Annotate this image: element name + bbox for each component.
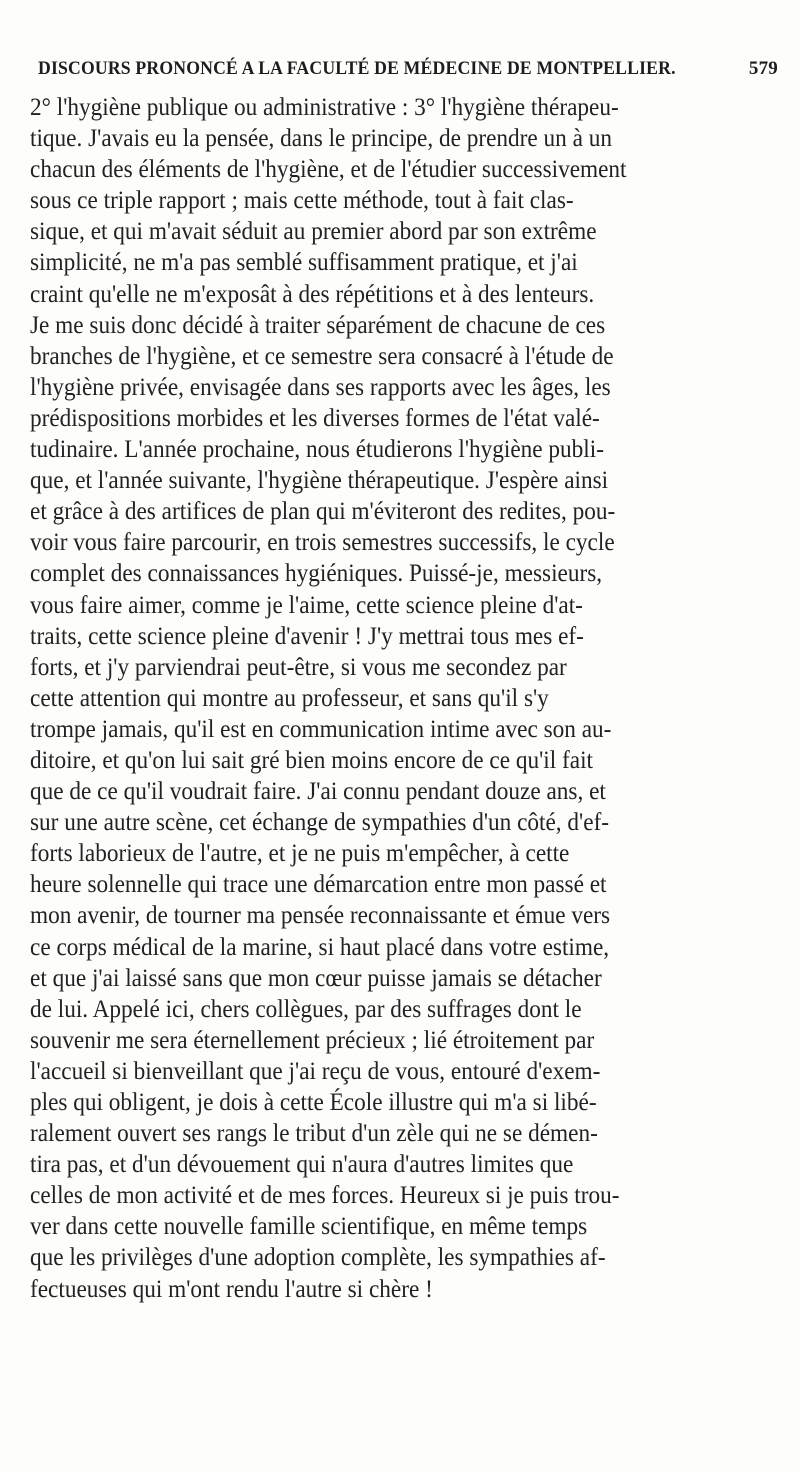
text-line: que les privilèges d'une adoption complète, les sympathies af-: [30, 1244, 606, 1272]
text-line: et que j'ai laissé sans que mon cœur puisse jamais se détacher: [30, 964, 602, 992]
text-line: ver dans cette nouvelle famille scientifique, en même temps: [30, 1213, 588, 1241]
text-line: chacun des éléments de l'hygiène, et de l'étudier successivement: [30, 156, 627, 184]
text-line: que, et l'année suivante, l'hygiène thérapeutique. J'espère ainsi: [30, 467, 609, 495]
text-line: ditoire, et qu'on lui sait gré bien moins encore de ce qu'il fait: [30, 746, 593, 774]
text-line: ralement ouvert ses rangs le tribut d'un zèle qui ne se démen-: [30, 1120, 598, 1148]
text-line: craint qu'elle ne m'exposât à des répétitions et à des lenteurs.: [30, 280, 595, 308]
text-line: ples qui obligent, je dois à cette École illustre qui m'a si libé-: [30, 1089, 597, 1116]
text-line: traits, cette science pleine d'avenir ! J'y mettrai tous mes ef-: [30, 622, 584, 650]
text-line: sous ce triple rapport ; mais cette méthode, tout à fait clas-: [30, 187, 574, 215]
text-line: tique. J'avais eu la pensée, dans le principe, de prendre un à un: [30, 125, 613, 153]
text-line: trompe jamais, qu'il est en communication intime avec son au-: [30, 715, 612, 743]
text-line: Je me suis donc décidé à traiter séparément de chacune de ces: [30, 311, 606, 339]
text-line: sique, et qui m'avait séduit au premier abord par son extrême: [30, 218, 597, 246]
text-line: prédispositions morbides et les diverses formes de l'état valé-: [30, 404, 600, 432]
text-line: mon avenir, de tourner ma pensée reconnaissante et émue vers: [30, 902, 611, 930]
text-line: tudinaire. L'année prochaine, nous étudierons l'hygiène publi-: [30, 436, 604, 464]
text-line: forts laborieux de l'autre, et je ne puis m'empêcher, à cette: [30, 840, 570, 868]
text-line: voir vous faire parcourir, en trois semestres successifs, le cycle: [30, 529, 615, 557]
text-line: souvenir me sera éternellement précieux ; lié étroitement par: [30, 1026, 595, 1054]
text-line: heure solennelle qui trace une démarcation entre mon passé et: [30, 871, 607, 899]
text-line: fectueuses qui m'ont rendu l'autre si chère !: [30, 1275, 433, 1303]
text-line: 2° l'hygiène publique ou administrative : 3° l'hygiène thérapeu-: [30, 94, 619, 121]
text-line: vous faire aimer, comme je l'aime, cette science pleine d'at-: [30, 591, 583, 619]
text-line: l'accueil si bienveillant que j'ai reçu de vous, entouré d'exem-: [30, 1057, 601, 1085]
text-line: branches de l'hygiène, et ce semestre sera consacré à l'étude de: [30, 342, 614, 370]
text-line: tira pas, et d'un dévouement qui n'aura d'autres limites que: [30, 1151, 574, 1179]
text-line: ce corps médical de la marine, si haut placé dans votre estime,: [30, 933, 610, 961]
text-line: et grâce à des artifices de plan qui m'éviteront des redites, pou-: [30, 498, 616, 526]
page-number: 579: [748, 58, 778, 79]
text-line: celles de mon activité et de mes forces. Heureux si je puis trou-: [30, 1182, 620, 1210]
text-line: cette attention qui montre au professeur, et sans qu'il s'y: [30, 684, 549, 712]
text-line: que de ce qu'il voudrait faire. J'ai connu pendant douze ans, et: [30, 778, 606, 806]
running-title: DISCOURS PRONONCÉ A LA FACULTÉ DE MÉDECINE DE MONTPELLIER.: [38, 58, 676, 79]
text-line: complet des connaissances hygiéniques. Puissé-je, messieurs,: [30, 560, 603, 588]
text-line: sur une autre scène, cet échange de sympathies d'un côté, d'ef-: [30, 809, 610, 837]
body-text: [30, 92, 800, 1305]
text-line: de lui. Appelé ici, chers collègues, par des suffrages dont le: [30, 995, 582, 1023]
text-line: forts, et j'y parviendrai peut-être, si vous me secondez par: [30, 653, 567, 681]
text-line: simplicité, ne m'a pas semblé suffisamment pratique, et j'ai: [30, 249, 578, 277]
running-head: [38, 58, 778, 88]
text-line: l'hygiène privée, envisagée dans ses rapports avec les âges, les: [30, 373, 611, 401]
